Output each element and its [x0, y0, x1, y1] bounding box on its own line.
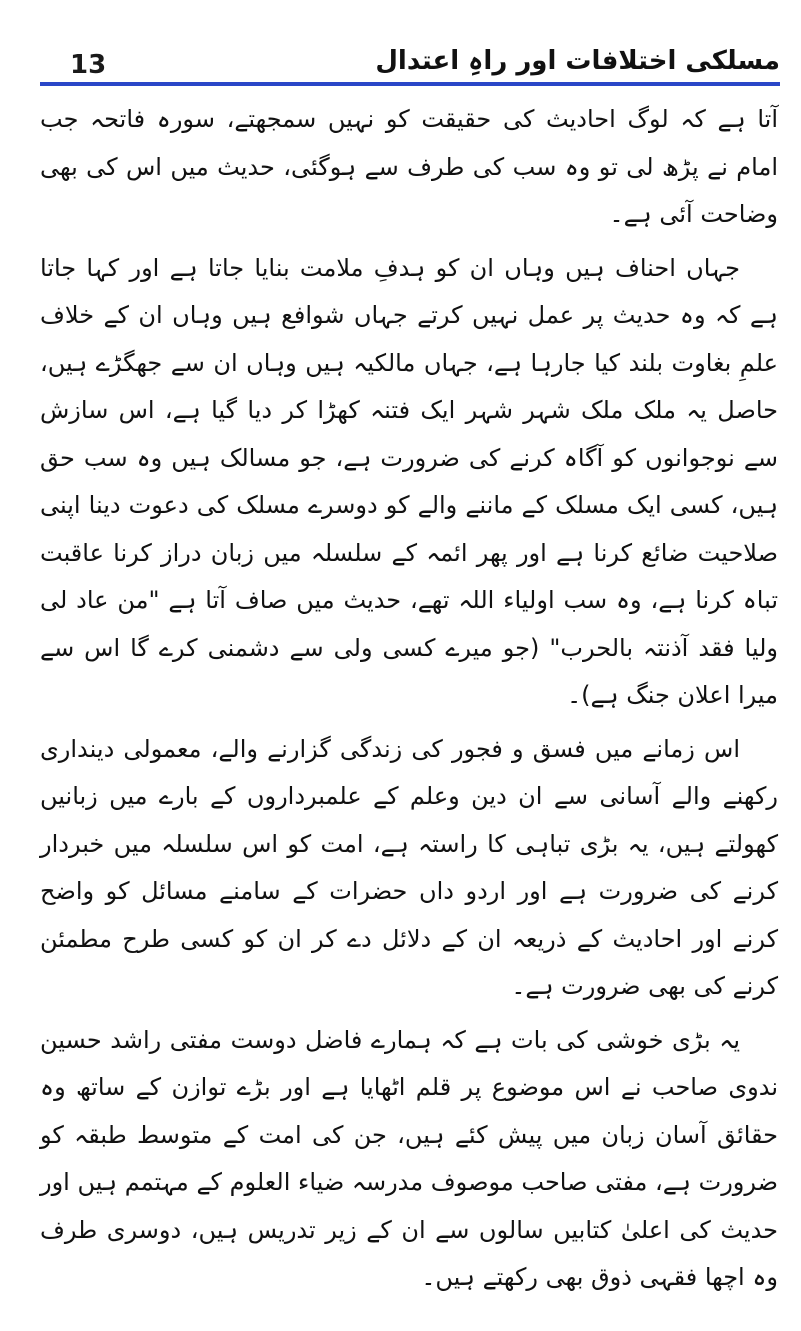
- page-number: 13: [70, 50, 107, 80]
- running-title: مسلکی اختلافات اور راہِ اعتدال: [375, 46, 780, 76]
- paragraph-1: آتا ہے کہ لوگ احادیث کی حقیقت کو نہیں سمجھتے، سورہ فاتحہ جب امام نے پڑھ لی تو وہ سب کی طرف سے ہوگئی، حدیث میں اس کی بھی وضاحت آئی ہے۔: [40, 105, 778, 228]
- body-text: [40, 96, 778, 1302]
- header-rule: [40, 82, 780, 86]
- paragraph-4: یہ بڑی خوشی کی بات ہے کہ ہمارے فاضل دوست مفتی راشد حسین ندوی صاحب نے اس موضوع پر قلم اٹھایا ہے اور بڑے توازن کے ساتھ وہ حقائق آسان زبان میں پیش کئے ہیں، جن کی امت کے متوسط طبقہ کو ضرورت ہے، مفتی صاحب موصوف مدرسہ ضیاء العلوم کے مہتمم ہیں اور حدیث کی اعلیٰ کتابیں سالوں سے ان کے زیر تدریس ہیں، دوسری طرف وہ اچھا فقہی ذوق بھی رکھتے ہیں۔: [40, 1025, 778, 1291]
- paragraph-3: اس زمانے میں فسق و فجور کی زندگی گزارنے والے، معمولی دینداری رکھنے والے آسانی سے ان دین وعلم کے علمبرداروں کے بارے میں زبانیں کھولتے ہیں، یہ بڑی تباہی کا راستہ ہے، امت کو اس سلسلہ میں خبردار کرنے کی ضرورت ہے اور اردو داں حضرات کے سامنے مسائل کو واضح کرنے اور احادیث کے ذریعہ ان کے دلائل دے کر ان کو کسی طرح مطمئن کرنے کی بھی ضرورت ہے۔: [40, 734, 778, 1000]
- page-header: [40, 30, 780, 90]
- paragraph-2: جہاں احناف ہیں وہاں ان کو ہدفِ ملامت بنایا جاتا ہے اور کہا جاتا ہے کہ وہ حدیث پر عمل نہیں کرتے جہاں شوافع ہیں وہاں ان کے خلاف علمِ بغاوت بلند کیا جارہا ہے، جہاں مالکیہ ہیں وہاں ان سے جھگڑے ہیں، حاصل یہ ملک ملک شہر شہر ایک فتنہ کھڑا کر دیا گیا ہے، اس سازش سے نوجوانوں کو آگاہ کرنے کی ضرورت ہے، جو مسالک ہیں وہ سب حق ہیں، کسی ایک مسلک کے ماننے والے کو دوسرے مسلک کی دعوت دینا اپنی صلاحیت ضائع کرنا ہے اور پھر ائمہ کے سلسلہ میں زبان دراز کرنا عاقبت تباہ کرنا ہے، وہ سب اولیاء اللہ تھے، حدیث میں صاف آتا ہے "من عاد لی ولیا فقد آذنتہ بالحرب" (جو میرے کسی ولی سے دشمنی کرے گا اس سے میرا اعلان جنگ ہے)۔: [40, 253, 779, 709]
